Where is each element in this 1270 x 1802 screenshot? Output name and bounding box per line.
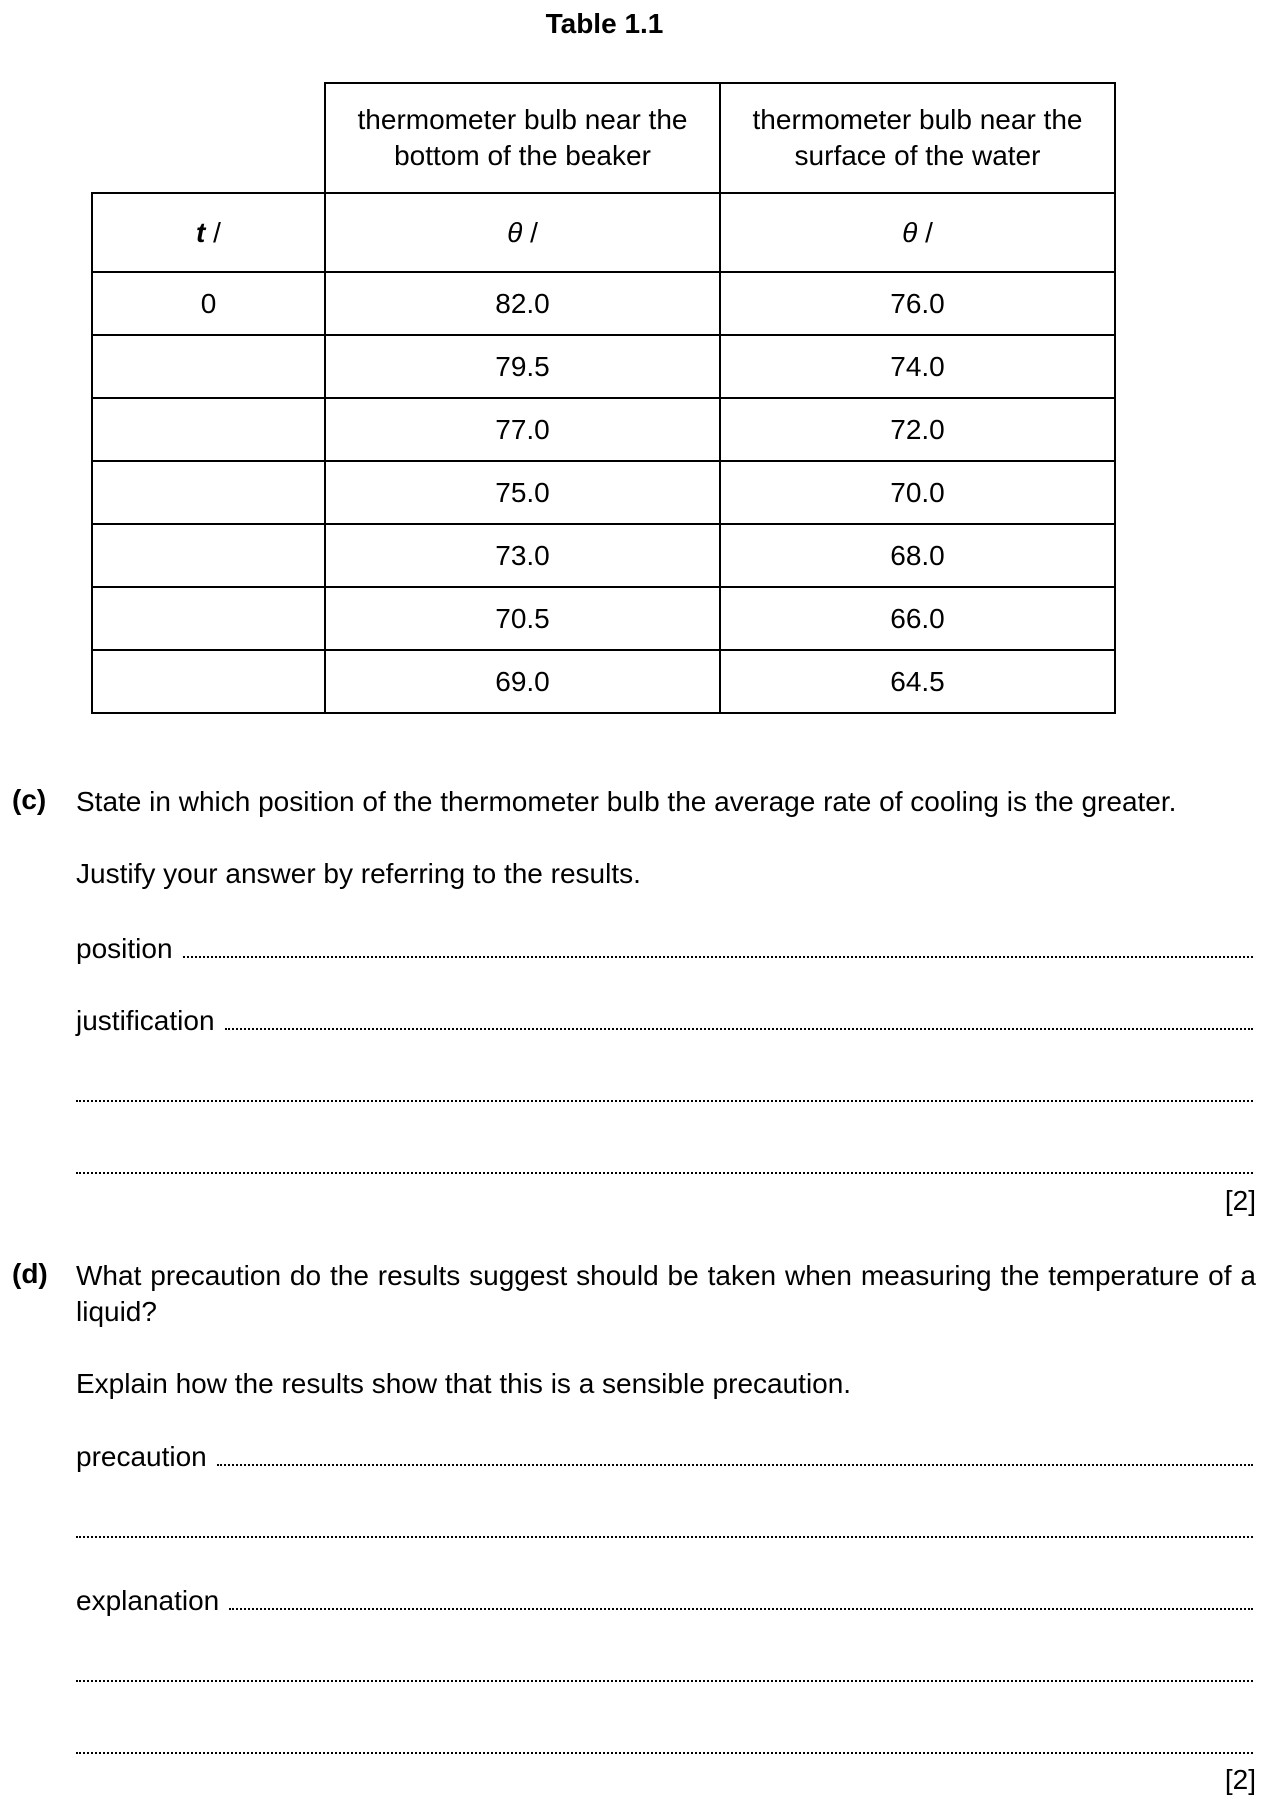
explanation-continuation-line[interactable]: [76, 1654, 1253, 1682]
surface-temp-cell: 74.0: [720, 335, 1115, 398]
unit-time-cell: [92, 193, 325, 272]
time-cell[interactable]: [92, 524, 325, 587]
bottom-temp-cell: 79.5: [325, 335, 720, 398]
bottom-temp-cell: 70.5: [325, 587, 720, 650]
dotted-answer-line[interactable]: [76, 1654, 1253, 1682]
table-title: Table 1.1: [545, 8, 664, 39]
dotted-answer-line[interactable]: [225, 1002, 1253, 1030]
time-cell[interactable]: [92, 461, 325, 524]
unit-slash: /: [925, 216, 933, 248]
justification-continuation-line[interactable]: [76, 1146, 1253, 1174]
table-header-row: [92, 83, 1115, 193]
question-c-text: State in which position of the thermometer bulb the average rate of cooling is the greater.: [76, 786, 1177, 817]
bottom-temp-cell: 69.0: [325, 650, 720, 713]
time-symbol: t: [196, 216, 206, 248]
explanation-continuation-line[interactable]: [76, 1726, 1253, 1754]
surface-temp-cell: 70.0: [720, 461, 1115, 524]
table-units-row: [92, 193, 1115, 272]
question-d-instruction: Explain how the results show that this is a sensible precaution.: [76, 1368, 852, 1399]
dotted-answer-line[interactable]: [217, 1438, 1253, 1466]
table-row: [92, 398, 1115, 461]
dotted-answer-line[interactable]: [76, 1074, 1253, 1102]
explanation-label: explanation: [76, 1585, 220, 1616]
unit-slash: /: [213, 216, 221, 248]
precaution-answer-line[interactable]: [76, 1438, 1253, 1473]
question-c-label: (c): [12, 784, 47, 815]
time-cell[interactable]: [92, 398, 325, 461]
justification-label: justification: [76, 1005, 215, 1036]
position-answer-line[interactable]: [76, 930, 1253, 965]
unit-theta-bottom-cell: [325, 193, 720, 272]
bottom-temp-cell: 73.0: [325, 524, 720, 587]
precaution-label: precaution: [76, 1441, 207, 1472]
precaution-continuation-line[interactable]: [76, 1510, 1253, 1538]
bottom-temp-cell: 77.0: [325, 398, 720, 461]
time-cell: 0: [92, 272, 325, 335]
table-row: [92, 272, 1115, 335]
bottom-temp-cell: 82.0: [325, 272, 720, 335]
dotted-answer-line[interactable]: [76, 1146, 1253, 1174]
question-c-instruction: Justify your answer by referring to the results.: [76, 858, 641, 889]
table-row: [92, 650, 1115, 713]
theta-symbol: θ: [507, 216, 523, 248]
bottom-temp-cell: 75.0: [325, 461, 720, 524]
table-row: [92, 335, 1115, 398]
question-d-text: What precaution do the results suggest should be taken when measuring the temperature of a liquid?: [76, 1260, 1256, 1327]
dotted-answer-line[interactable]: [76, 1726, 1253, 1754]
surface-temp-cell: 68.0: [720, 524, 1115, 587]
justification-answer-line[interactable]: [76, 1002, 1253, 1037]
table-row: [92, 587, 1115, 650]
dotted-answer-line[interactable]: [229, 1582, 1253, 1610]
header-surface-of-water: thermometer bulb near the surface of the water: [720, 83, 1115, 193]
unit-slash: /: [530, 216, 538, 248]
unit-theta-surface-cell: [720, 193, 1115, 272]
time-cell[interactable]: [92, 650, 325, 713]
header-bottom-of-beaker: thermometer bulb near the bottom of the beaker: [325, 83, 720, 193]
time-cell[interactable]: [92, 335, 325, 398]
dotted-answer-line[interactable]: [76, 1510, 1253, 1538]
surface-temp-cell: 64.5: [720, 650, 1115, 713]
table-row: [92, 524, 1115, 587]
surface-temp-cell: 72.0: [720, 398, 1115, 461]
surface-temp-cell: 66.0: [720, 587, 1115, 650]
header-blank-cell: [92, 83, 325, 193]
question-d-marks: [2]: [1224, 1764, 1256, 1795]
surface-temp-cell: 76.0: [720, 272, 1115, 335]
justification-continuation-line[interactable]: [76, 1074, 1253, 1102]
question-c-marks: [2]: [1224, 1185, 1256, 1216]
table-row: [92, 461, 1115, 524]
theta-symbol: θ: [902, 216, 918, 248]
results-table: [91, 82, 1116, 714]
explanation-answer-line[interactable]: [76, 1582, 1253, 1617]
question-d-label: (d): [12, 1258, 48, 1289]
position-label: position: [76, 933, 173, 964]
dotted-answer-line[interactable]: [183, 930, 1253, 958]
time-cell[interactable]: [92, 587, 325, 650]
